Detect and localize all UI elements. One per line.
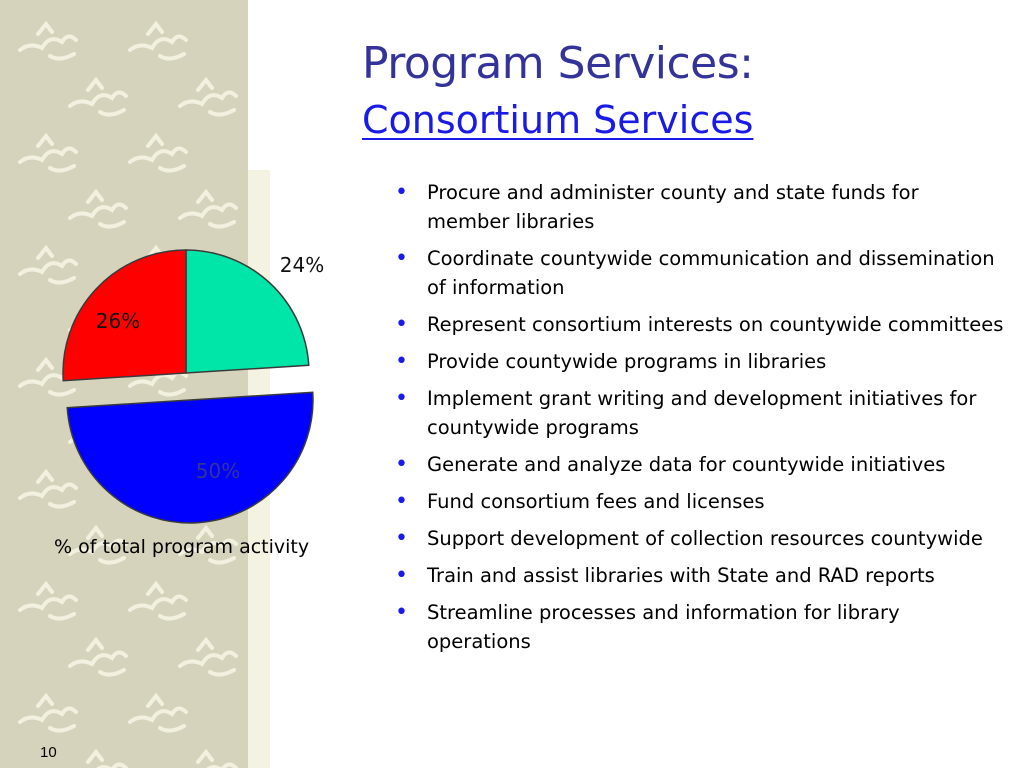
bullet-item [395, 310, 1005, 339]
pattern-figure [70, 752, 126, 768]
bullet-text: Implement grant writing and development initiatives for countywide programs [427, 387, 977, 439]
bullet-text: Train and assist libraries with State and RAD reports [427, 564, 935, 587]
bullet-text: Represent consortium interests on countywide committees [427, 313, 1004, 336]
bullet-text: Support development of collection resources countywide [427, 527, 983, 550]
bullet-item [395, 561, 1005, 590]
pattern-figure [130, 696, 186, 731]
page-number: 10 [40, 744, 57, 761]
pattern-figure [180, 640, 236, 675]
bullet-dot-icon: • [395, 452, 408, 477]
bullet-item [395, 347, 1005, 376]
bullet-dot-icon: • [395, 563, 408, 588]
bullet-text: Provide countywide programs in libraries [427, 350, 827, 373]
bullet-text: Streamline processes and information for library operations [427, 601, 900, 653]
pie-label-26: 26% [95, 309, 141, 333]
bullet-dot-icon: • [395, 246, 408, 271]
bullet-text: Coordinate countywide communication and dissemination of information [427, 247, 995, 299]
pie-chart [0, 0, 420, 600]
bullet-text: Procure and administer county and state funds for member libraries [427, 181, 919, 233]
pattern-figure [70, 640, 126, 675]
pattern-figure [180, 752, 236, 768]
bullet-item [395, 487, 1005, 516]
bullet-list [395, 178, 1005, 664]
bullet-item [395, 524, 1005, 553]
chart-caption: % of total program activity [54, 536, 310, 558]
slide-subtitle-link[interactable]: Consortium Services [362, 98, 754, 142]
pie-label-50: 50% [195, 459, 241, 483]
pattern-figure [20, 696, 76, 731]
pie-slice-50 [67, 392, 313, 523]
bullet-item [395, 178, 1005, 236]
bullet-dot-icon: • [395, 386, 408, 411]
bullet-dot-icon: • [395, 312, 408, 337]
bullet-dot-icon: • [395, 526, 408, 551]
bullet-dot-icon: • [395, 600, 408, 625]
bullet-dot-icon: • [395, 349, 408, 374]
bullet-text: Generate and analyze data for countywide initiatives [427, 453, 946, 476]
bullet-text: Fund consortium fees and licenses [427, 490, 765, 513]
bullet-item [395, 450, 1005, 479]
bullet-item [395, 384, 1005, 442]
bullet-dot-icon: • [395, 180, 408, 205]
slide-title: Program Services: [362, 38, 754, 89]
bullet-item [395, 598, 1005, 656]
bullet-dot-icon: • [395, 489, 408, 514]
bullet-item [395, 244, 1005, 302]
pie-label-24: 24% [279, 253, 325, 277]
